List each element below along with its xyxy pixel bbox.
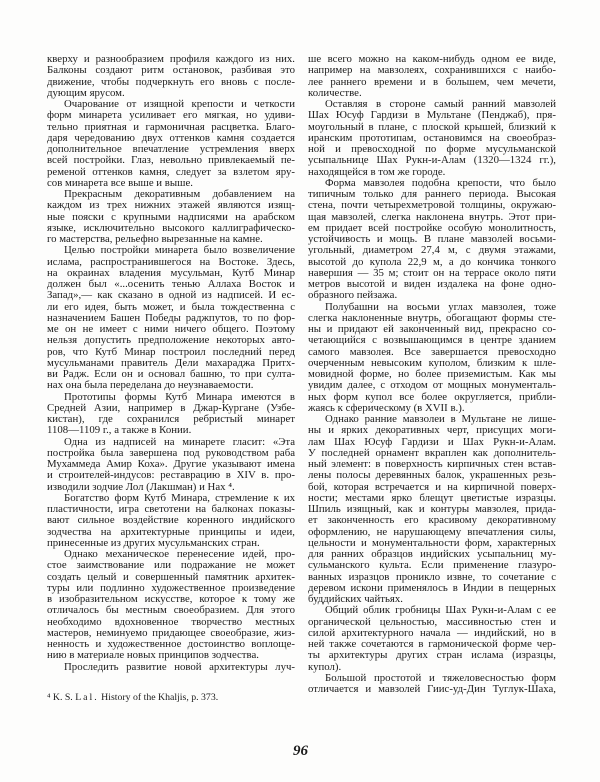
text-line: каждом из трех нижних этажей являются изящ- bbox=[47, 199, 295, 212]
text-line: органической цельностью, массивностью стен и bbox=[308, 615, 556, 628]
footnote bbox=[47, 692, 218, 703]
text-line: зодчества на архитектурные принципы и идеи, bbox=[47, 525, 295, 538]
text-line: образного пейзажа. bbox=[308, 289, 398, 302]
text-line: Однако механическое перенесение идей, про- bbox=[64, 548, 295, 560]
left-column bbox=[47, 54, 295, 673]
text-line: ше всего можно на каком-нибудь одном ее виде, bbox=[308, 53, 556, 65]
text-line: Балконы создают ритм остановок, разбивая это bbox=[47, 64, 295, 77]
text-line: Шпиль изящный, как и контуры мавзолея, прида- bbox=[308, 503, 556, 515]
text-line: ной и превосходной по форме мусульманской bbox=[308, 143, 556, 155]
footnote-author-initials: K. S. bbox=[52, 692, 73, 703]
text-line: го мастерства, рельефно вырезанные на камне. bbox=[47, 233, 263, 245]
text-line: тельно приятная и гармоничная расцветка. Благо- bbox=[47, 120, 295, 133]
text-line: метров высотой и виден издалека на фоне одно- bbox=[308, 278, 556, 290]
paragraph bbox=[308, 54, 556, 99]
text-line: ней также сочетаются в гармонической форме чер- bbox=[308, 638, 556, 650]
text-line: создать целый и совершенный памятник архитек- bbox=[47, 570, 295, 583]
text-line: буддийских чайтьях. bbox=[308, 593, 403, 605]
text-line: и строителей-индусов: реставрацию в XIV в. про- bbox=[47, 469, 295, 482]
text-line: например на мавзолеях, сохранившихся с наибо- bbox=[308, 64, 556, 77]
text-line: навершия — 35 м; стоит он на террасе около пяти bbox=[308, 266, 556, 279]
text-line: силой архитектурного начала — индийский, но в bbox=[308, 626, 556, 639]
text-line: сульманского культа. Если применение глазуро- bbox=[308, 559, 556, 572]
text-line: бой, которая встречается и на кирпичной поверх- bbox=[308, 480, 556, 493]
text-line: 1108—1109 г., а также в Конии. bbox=[47, 424, 192, 437]
text-line: ислама, распространившегося на Востоке. Здесь, bbox=[47, 255, 295, 268]
text-line: ный элемент: в поверхность кирпичных стен встав- bbox=[308, 458, 556, 470]
text-line: Форма мавзолея подобна крепости, что было bbox=[325, 176, 556, 189]
text-line: Целью постройки минарета было возвеличение bbox=[64, 244, 295, 257]
paragraph bbox=[47, 99, 295, 189]
text-line: Проследить развитие новой архитектуры луч- bbox=[64, 660, 295, 673]
text-line: вают сильное воздействие коренного индийского bbox=[47, 514, 295, 527]
text-line: назначением Башен Победы раджпутов, то по фор- bbox=[47, 311, 295, 324]
text-line: иранским прототипам, остановимся на своеобраз- bbox=[308, 131, 556, 144]
paragraph bbox=[47, 54, 295, 99]
text-line: стена, почти четырехметровой толщины, окружаю- bbox=[308, 199, 556, 212]
text-line: нельзя допустить предположение некоторых авто- bbox=[47, 334, 295, 347]
paragraph bbox=[308, 605, 556, 673]
text-line: кверху и разнообразием профиля каждого из них. bbox=[47, 53, 295, 65]
text-line: Одна из надписей на минарете гласит: «Эта bbox=[64, 435, 295, 448]
paragraph bbox=[308, 178, 556, 302]
text-line: отличалось бы местным своеобразием. Для этого bbox=[47, 604, 295, 617]
text-line: дополнительное впечатление устремления вверх bbox=[47, 143, 295, 155]
text-line: очерченным невысоким куполом, близким к шле- bbox=[308, 356, 556, 369]
text-line: нию в материале новых принципов зодчества. bbox=[47, 649, 259, 662]
text-line: ванных изразцов проникло извне, то сочетание с bbox=[308, 570, 556, 583]
paragraph bbox=[47, 493, 295, 549]
text-line: ременой оттенков камня, следует за взлетом яру- bbox=[47, 165, 295, 178]
text-line: Общий облик гробницы Шах Рукн-и-Алам с ее bbox=[325, 604, 556, 617]
text-line: мусульманами правитель Дели махараджа Притх- bbox=[47, 356, 295, 369]
footnote-marker: ⁴ bbox=[47, 692, 51, 703]
text-line: цельности и монументальности форм, характерных bbox=[308, 536, 556, 549]
text-line: необходимо вдохновенное творчество местных bbox=[47, 615, 295, 628]
text-line: ет законченность его красивому декоративному bbox=[308, 514, 556, 527]
text-line: Шах Юсуф Гардизи в Мультане (Пенджаб), пря- bbox=[308, 109, 556, 122]
paragraph bbox=[308, 414, 556, 605]
text-line: ны и придают ей законченный вид, прекрасно со- bbox=[308, 323, 556, 335]
text-line: У последней орнамент вкраплен как дополнитель- bbox=[308, 446, 556, 459]
text-line: в изобразительном искусстве, которое к тому же bbox=[47, 593, 295, 605]
text-line: Мухаммеда Амир Коха». Другие указывают имена bbox=[47, 458, 295, 470]
paragraph bbox=[47, 549, 295, 662]
text-line: всей постройки. Глаз, невольно привлекаемый пе- bbox=[47, 154, 295, 167]
text-line: даря чередованию двух оттенков камня создается bbox=[47, 131, 295, 144]
text-line: мовидной форме, но более приземистым. Как мы bbox=[308, 368, 556, 380]
text-line: ем придает всей постройке особую монолитность, bbox=[308, 221, 556, 234]
footnote-reference: History of the Khaljis, p. 373. bbox=[101, 692, 219, 703]
page-number: 96 bbox=[293, 743, 308, 759]
text-line: Прототипы формы Кутб Минара имеются в bbox=[64, 390, 295, 403]
text-line: ных форм купол все более округляется, прибли- bbox=[308, 390, 556, 403]
text-line: Прекрасным декоративным добавлением на bbox=[64, 188, 295, 200]
text-line: мастеров, неминуемо придающее своеобразие, жиз- bbox=[47, 626, 295, 639]
text-line: кистан), где сохранился ребристый минарет bbox=[47, 413, 295, 425]
text-line: должен был «...осенить тенью Аллаха Восток и bbox=[47, 278, 295, 290]
text-line: количестве. bbox=[308, 86, 362, 99]
paragraph bbox=[47, 662, 295, 673]
text-line: постройка была завершена под руководством раба bbox=[47, 446, 295, 459]
text-line: изводили зодчие Лол (Лакшман) и Нах ⁴. bbox=[47, 480, 235, 493]
paragraph bbox=[47, 437, 295, 493]
text-line: жаясь к сферическому (в XVII в.). bbox=[308, 401, 465, 414]
text-line: Средней Азии, например в Джар-Кургане (Узбе- bbox=[47, 401, 295, 414]
text-line: Полубашни на восьми углах мавзолея, тоже bbox=[325, 300, 556, 313]
text-line: лам Шах Юсуф Гардизи и Шах Рукн-и-Алам. bbox=[308, 435, 556, 448]
text-line: находящейся в том же городе. bbox=[308, 165, 446, 178]
text-line: ров, что Кутб Минар построил последний перед bbox=[47, 345, 295, 358]
text-line: угольный, диаметром 27,4 м, с двумя этажами, bbox=[308, 244, 556, 257]
text-line: Однако ранние мавзолеи в Мультане не лише- bbox=[325, 413, 556, 425]
text-line: Очарование от изящной крепости и четкости bbox=[64, 98, 295, 110]
text-line: купол). bbox=[308, 660, 342, 673]
text-line: туры или подлинно художественное произведение bbox=[47, 581, 295, 594]
text-line: высотой до купола 22,9 м, а до кончика тонкого bbox=[308, 255, 556, 268]
text-line: ные пояски с крупными надписями на арабском bbox=[47, 210, 295, 223]
text-line: для ранних образцов индийских усыпальниц му- bbox=[308, 548, 556, 560]
text-line: ты архитектуры других стран ислама (изразцы, bbox=[308, 649, 556, 662]
text-line: языке, исключительно высокого каллиграфическо- bbox=[47, 221, 295, 234]
right-column bbox=[308, 54, 556, 695]
text-line: ности; местами ярко блещут цветистые изразцы. bbox=[308, 491, 556, 504]
footnote-author-name: Lal. bbox=[75, 692, 99, 703]
text-line: дующим ярусом. bbox=[47, 86, 125, 99]
text-line: сов минарета все выше и выше. bbox=[47, 176, 193, 189]
text-line: Запад»,— как сказано в одной из надписей. И ес- bbox=[47, 289, 295, 302]
text-line: лены полосы деревянных балок, украшенных резь- bbox=[308, 469, 556, 482]
text-line: самого мавзолея. Все завершается превосходно bbox=[308, 345, 556, 358]
text-line: принесенные из других мусульманских стран. bbox=[47, 536, 260, 549]
text-line: слегка наклоненные внутрь, обогащают формы сте- bbox=[308, 311, 556, 324]
text-line: Большой простотой и тяжеловесностью форм bbox=[325, 671, 556, 684]
text-line: ны и ярких декоративных черт, присущих моги- bbox=[308, 424, 556, 437]
text-line: отличается и мавзолей Гиис-уд-Дин Туглук-Шаха, bbox=[308, 683, 556, 695]
paragraph bbox=[308, 99, 556, 178]
text-line: лее раннего времени и в большем, чем мечети, bbox=[308, 75, 556, 88]
text-line: моугольный в плане, с плоской крышей, близкий к bbox=[308, 120, 556, 133]
text-line: стое заимствование или подражание не может bbox=[47, 559, 295, 572]
text-line: движение, чтобы подчеркнуть его вновь с после- bbox=[47, 75, 295, 88]
text-line: усыпальнице Шах Рукн-и-Алам (1320—1324 гг.), bbox=[308, 154, 556, 167]
text-line: на окраинах владения мусульман, Кутб Минар bbox=[47, 266, 295, 279]
text-line: устойчивость и мощь. В плане мавзолей восьми- bbox=[308, 233, 556, 245]
text-line: ненность и художественное достоинство воплоще- bbox=[47, 638, 295, 650]
paragraph bbox=[47, 245, 295, 391]
paragraph bbox=[47, 189, 295, 245]
text-line: форм минарета усиливает его мягкая, но удиви- bbox=[47, 109, 295, 122]
text-line: типичным только для раннего периода. Высокая bbox=[308, 188, 556, 200]
text-line: пластичности, игра светотени на балконах показы- bbox=[47, 503, 295, 515]
text-line: Богатство форм Кутб Минара, стремление к их bbox=[64, 491, 295, 504]
paragraph bbox=[308, 673, 556, 696]
text-line: ви Радж. Если он и основал башню, то при султа- bbox=[47, 368, 295, 380]
text-line: Оставляя в стороне самый ранний мавзолей bbox=[325, 98, 556, 110]
text-line: увидим далее, с отходом от мощных монументаль- bbox=[308, 379, 556, 392]
text-line: ли его идея, быть может, и была тождественна с bbox=[47, 300, 295, 313]
paragraph bbox=[308, 302, 556, 415]
text-line: четающийся с возвышающимся в центре зданием bbox=[308, 334, 556, 347]
text-line: деревом искони применялось в Индии в пещерных bbox=[308, 581, 556, 594]
text-line: ме он не имеет с ними ничего общего. Поэтому bbox=[47, 323, 295, 335]
text-line: щая мавзолей, слегка наклонена внутрь. Этот при- bbox=[308, 210, 556, 223]
text-line: нах она была переделана до неузнаваемости. bbox=[47, 379, 254, 392]
text-line: оформлению, не нарушающему впечатления силы, bbox=[308, 525, 556, 538]
paragraph bbox=[47, 392, 295, 437]
